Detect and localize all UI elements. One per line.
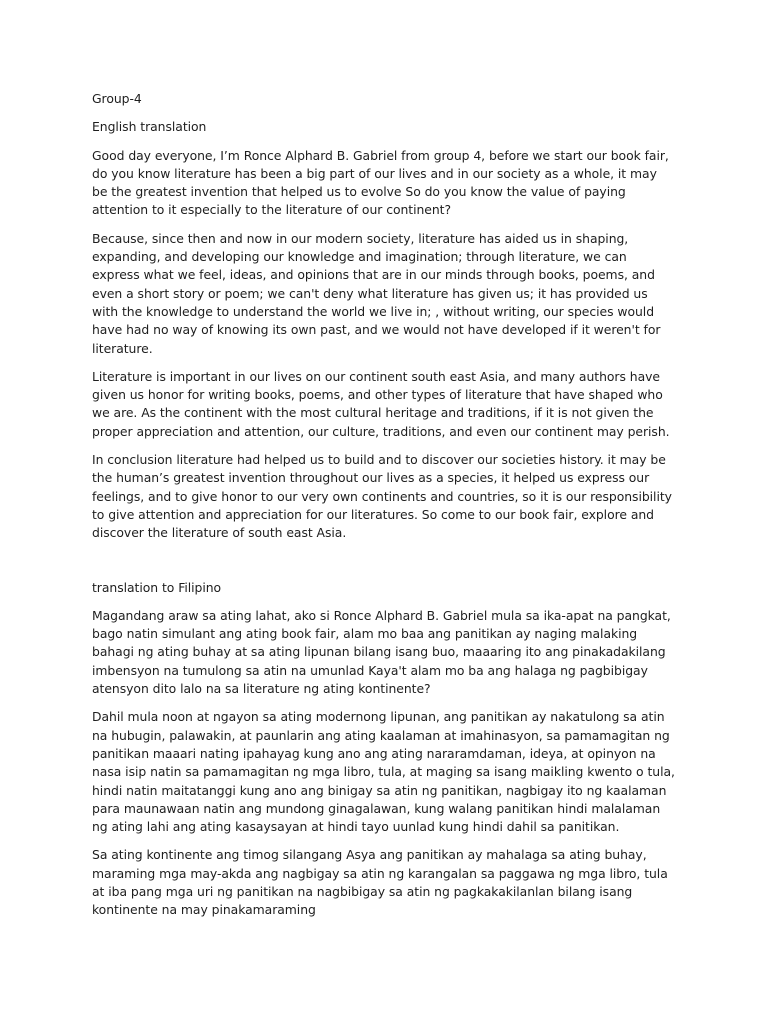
english-heading: English translation bbox=[92, 119, 207, 135]
english-paragraph-1: Good day everyone, I’m Ronce Alphard B. Gabriel from group 4, before we start our book fair, do you know literature has been a big part of our lives and in our society as a whole, it may be the greatest invention that helped us to evolve So do you know the value of paying attention to it especially to the literature of our continent? bbox=[92, 147, 669, 218]
filipino-paragraph-1: Magandang araw sa ating lahat, ako si Ronce Alphard B. Gabriel mula sa ika-apat na pangkat, bago natin simulant ang ating book fair, alam mo baa ang panitikan ay naging malaking bahagi ng ating buhay at sa ating lipunan bilang isang buo, maaaring ito ang pinakadakilang imbensyon na tumulong sa atin na umunlad Kaya't alam mo ba ang halaga ng pagbibigay atensyon dito lalo na sa literature ng ating kontinente? bbox=[92, 607, 671, 697]
english-paragraph-4: In conclusion literature had helped us to build and to discover our societies history. it may be the human’s greatest invention throughout our lives as a species, it helped us express our feelings, and to give honor to our very own continents and countries, so it is our responsibility to give attention and appreciation for our literatures. So come to our book fair, explore and discover the literature of south east Asia. bbox=[92, 452, 672, 541]
filipino-paragraph-2: Dahil mula noon at ngayon sa ating modernong lipunan, ang panitikan ay nakatulong sa atin na hubugin, palawakin, at paunlarin ang ating kaalaman at imahinasyon, sa pamamagitan ng panitikan maaari nating ipahayag kung ano ang ating nararamdaman, ideya, at opinyon na nasa isip natin sa pamamagitan ng mga libro, tula, at maging sa isang maikling kwento o tula, hindi natin maitatanggi kung ano ang binigay sa atin ng panitikan, nagbigay ito ng kaalaman para maunawaan natin ang mundong ginagalawan, kung walang panitikan hindi malalaman ng ating lahi ang ating kasaysayan at hindi tayo uunlad kung hindi dahil sa panitikan. bbox=[92, 709, 675, 835]
filipino-heading: translation to Filipino bbox=[92, 579, 222, 595]
section-gap bbox=[92, 553, 676, 579]
group-label: Group-4 bbox=[92, 91, 142, 106]
english-paragraph-2: Because, since then and now in our modern society, literature has aided us in shaping, expanding, and developing our knowledge and imagination; through literature, we can express what we feel, ideas, and opinions that are in our minds through books, poems, and even a short story or poem; we can't deny what literature has given us; it has provided us with the knowledge to understand the world we live in; , without writing, our species would have had no way of knowing its own past, and we would not have developed if it weren't for literature. bbox=[92, 230, 661, 356]
document-body bbox=[92, 90, 676, 930]
english-paragraph-3: Literature is important in our lives on our continent south east Asia, and many authors have given us honor for writing books, poems, and other types of literature that have shaped who we are. As the continent with the most cultural heritage and traditions, if it is not given the proper appreciation and attention, our culture, traditions, and even our continent may perish. bbox=[92, 368, 670, 439]
filipino-paragraph-3: Sa ating kontinente ang timog silangang Asya ang panitikan ay mahalaga sa ating buhay, maraming mga may-akda ang nagbigay sa atin ng karangalan sa paggawa ng mga libro, tula at iba pang mga uri ng panitikan na nagbibigay sa atin ng pagkakakilanlan bilang isang kontinente na may pinakamaraming bbox=[92, 847, 668, 918]
